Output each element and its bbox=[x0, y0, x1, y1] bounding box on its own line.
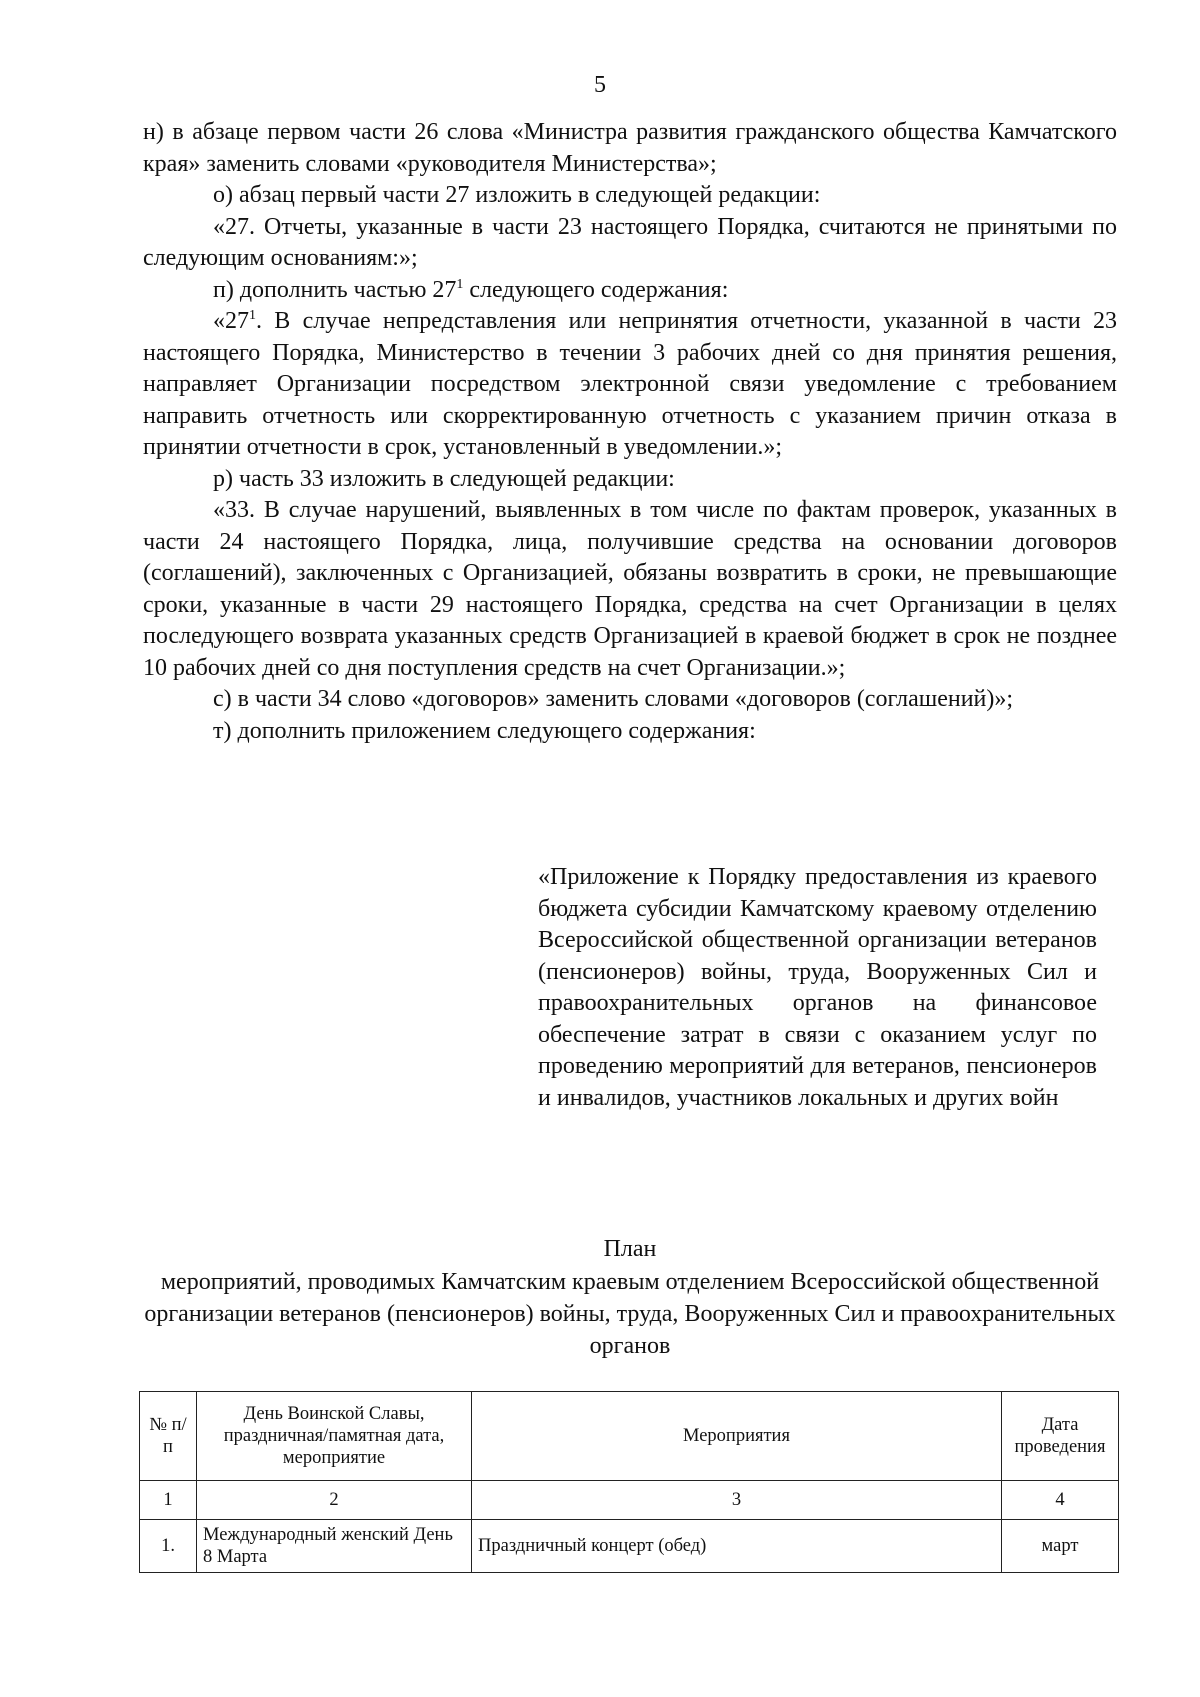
table-column-numbers-row bbox=[140, 1481, 1119, 1520]
table-cell-date-event: Международный женский День 8 Марта bbox=[197, 1520, 472, 1573]
paragraph-33-quote: «33. В случае нарушений, выявленных в том числе по фактам проверок, указанных в части 24 настоящего Порядка, лица, получившие средства на основании договоров (соглашений), заключенных с Организацией, обязаны возвратить в сроки, не превышающие сроки, указанные в части 29 настоящего Порядка, средства на счет Организации в целях последующего возврата указанных средств Организацией в краевой бюджет в срок не позднее 10 рабочих дней со дня поступления средств на счет Организации.»; bbox=[143, 497, 1117, 681]
paragraph-o: о) абзац первый части 27 изложить в следующей редакции: bbox=[213, 182, 821, 208]
paragraph-p-before: п) дополнить частью 27 bbox=[213, 276, 457, 303]
column-number-cell: 1 bbox=[140, 1481, 197, 1520]
column-number-cell: 2 bbox=[197, 1481, 472, 1520]
plan-title: План bbox=[603, 1236, 657, 1262]
paragraph-n: н) в абзаце первом части 26 слова «Министра развития гражданского общества Камчатского края» заменить словами «руководителя Министерства»; bbox=[143, 119, 1117, 177]
paragraph-p-after: следующего содержания: bbox=[463, 276, 729, 303]
table-cell-events: Праздничный концерт (обед) bbox=[472, 1520, 1002, 1573]
paragraph-t: т) дополнить приложением следующего содержания: bbox=[213, 717, 756, 744]
table-cell-date: март bbox=[1002, 1520, 1119, 1573]
superscript: 1 bbox=[249, 308, 256, 323]
header-cell-number: № п/п bbox=[140, 1392, 197, 1481]
paragraph-27-1-after: . В случае непредставления или непринятия отчетности, указанной в части 23 настоящего Порядка, Министерство в течении 3 рабочих дней со дня принятия решения, направляет Организации посредством электронной связи уведомление с требованием направить отчетность или скорректированную отчетность с указанием причин отказа в принятии отчетности в срок, установленный в уведомлении.»; bbox=[143, 308, 1117, 460]
table-cell-number: 1. bbox=[140, 1520, 197, 1573]
column-number-cell: 3 bbox=[472, 1481, 1002, 1520]
paragraph-27-1-before: «27 bbox=[213, 308, 249, 334]
document-body bbox=[143, 117, 1117, 747]
superscript: 1 bbox=[456, 276, 464, 292]
table-header-row bbox=[140, 1392, 1119, 1481]
paragraph-27-quote: «27. Отчеты, указанные в части 23 настоящего Порядка, считаются не принятыми по следующим основаниям:»; bbox=[143, 213, 1117, 271]
page-number: 5 bbox=[594, 72, 606, 98]
appendix-header: «Приложение к Порядку предоставления из краевого бюджета субсидии Камчатскому краевому отделению Всероссийской общественной организации ветеранов (пенсионеров) войны, труда, Вооруженных Сил и правоохранительных органов на финансовое обеспечение затрат в связи с оказанием услуг по проведению мероприятий для ветеранов, пенсионеров и инвалидов, участников локальных и других войн bbox=[538, 864, 1097, 1111]
paragraph-r: р) часть 33 изложить в следующей редакции: bbox=[213, 465, 675, 492]
table-row bbox=[140, 1520, 1119, 1573]
paragraph-27-1-quote bbox=[143, 306, 1117, 464]
plan-table bbox=[139, 1391, 1119, 1573]
header-cell-date: Дата проведения bbox=[1002, 1392, 1119, 1481]
paragraph-s: с) в части 34 слово «договоров» заменить словами «договоров (соглашений)»; bbox=[213, 686, 1014, 712]
paragraph-p bbox=[143, 275, 1117, 307]
header-cell-events: Мероприятия bbox=[472, 1392, 1002, 1481]
header-cell-date-event: День Воинской Славы, праздничная/памятная дата, мероприятие bbox=[197, 1392, 472, 1481]
plan-subtitle: мероприятий, проводимых Камчатским краевым отделением Всероссийской общественной организации ветеранов (пенсионеров) войны, труда, Вооруженных Сил и правоохранительных органов bbox=[144, 1269, 1116, 1359]
column-number-cell: 4 bbox=[1002, 1481, 1119, 1520]
